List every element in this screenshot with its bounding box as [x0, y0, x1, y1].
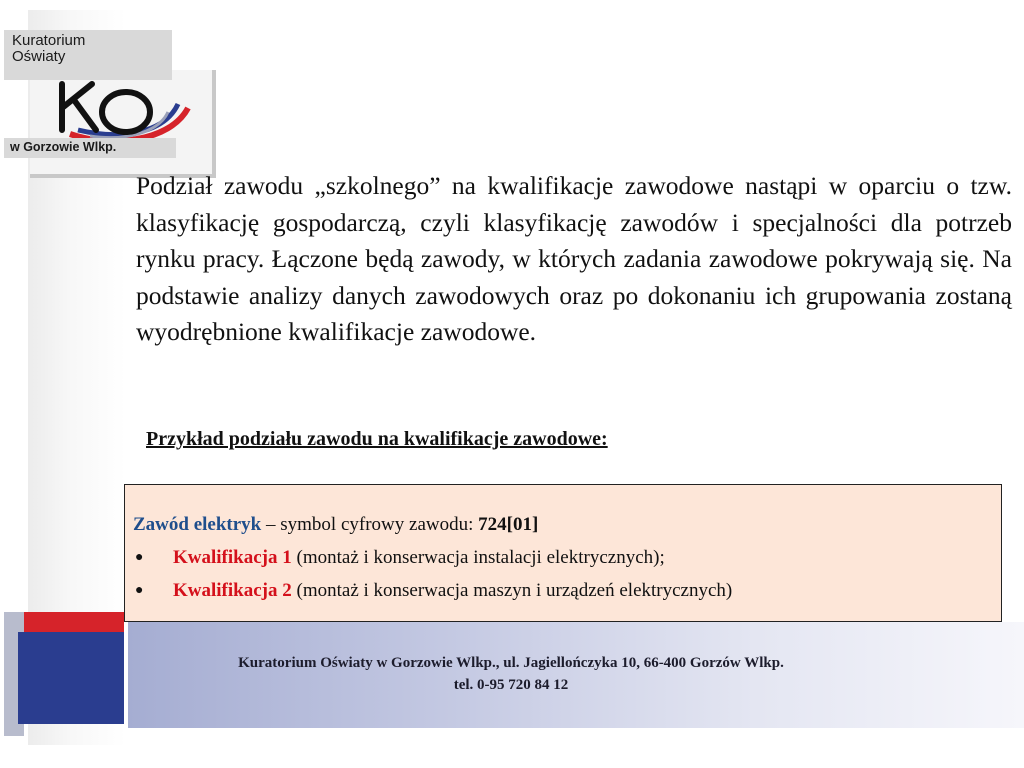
qualification-description: (montaż i konserwacja instalacji elektrycznych); — [291, 547, 665, 568]
profession-line — [133, 511, 1001, 544]
ko-emblem-icon — [50, 78, 200, 142]
footer-phone: tel. 0-95 720 84 12 — [453, 677, 569, 693]
example-box — [124, 484, 1002, 622]
footer-address: Kuratorium Oświaty w Gorzowie Wlkp., ul. Jagiellończyka 10, 66-400 Gorzów Wlkp. — [238, 655, 784, 671]
profession-label: Zawód elektryk — [133, 514, 262, 535]
symbol-code: 724[01] — [478, 514, 539, 535]
qualification-label: Kwalifikacja 2 — [173, 580, 292, 601]
footer-contact — [128, 652, 894, 696]
qualification-description: (montaż i konserwacja maszyn i urządzeń elektrycznych) — [291, 580, 733, 601]
kuratorium-logo — [4, 30, 172, 158]
bullet-icon: ● — [135, 550, 144, 565]
logo-title-line1: Kuratorium — [12, 32, 86, 49]
qualification-item — [133, 577, 1001, 610]
decorative-blue-square — [18, 632, 124, 724]
logo-subtitle: w Gorzowie Wlkp. — [10, 140, 117, 154]
symbol-text: – symbol cyfrowy zawodu: — [261, 514, 479, 535]
footer-band — [128, 622, 1024, 728]
example-heading: Przykład podziału zawodu na kwalifikacje zawodowe: — [146, 428, 608, 450]
qualification-item — [133, 544, 1001, 577]
bullet-icon: ● — [135, 583, 144, 598]
qualification-label: Kwalifikacja 1 — [173, 547, 292, 568]
logo-title-line2: Oświaty — [12, 48, 66, 65]
main-paragraph: Podział zawodu „szkolnego” na kwalifikacje zawodowe nastąpi w oparciu o tzw. klasyfikację gospodarczą, czyli klasyfikację zawodów i specjalności dla potrzeb rynku pracy. Łączone będą zawody, w których zadania zawodowe pokrywają się. Na podstawie analizy danych zawodowych oraz po dokonaniu ich grupowania zostaną wyodrębnione kwalifikacje zawodowe. — [136, 171, 1012, 346]
logo-title — [12, 33, 85, 65]
